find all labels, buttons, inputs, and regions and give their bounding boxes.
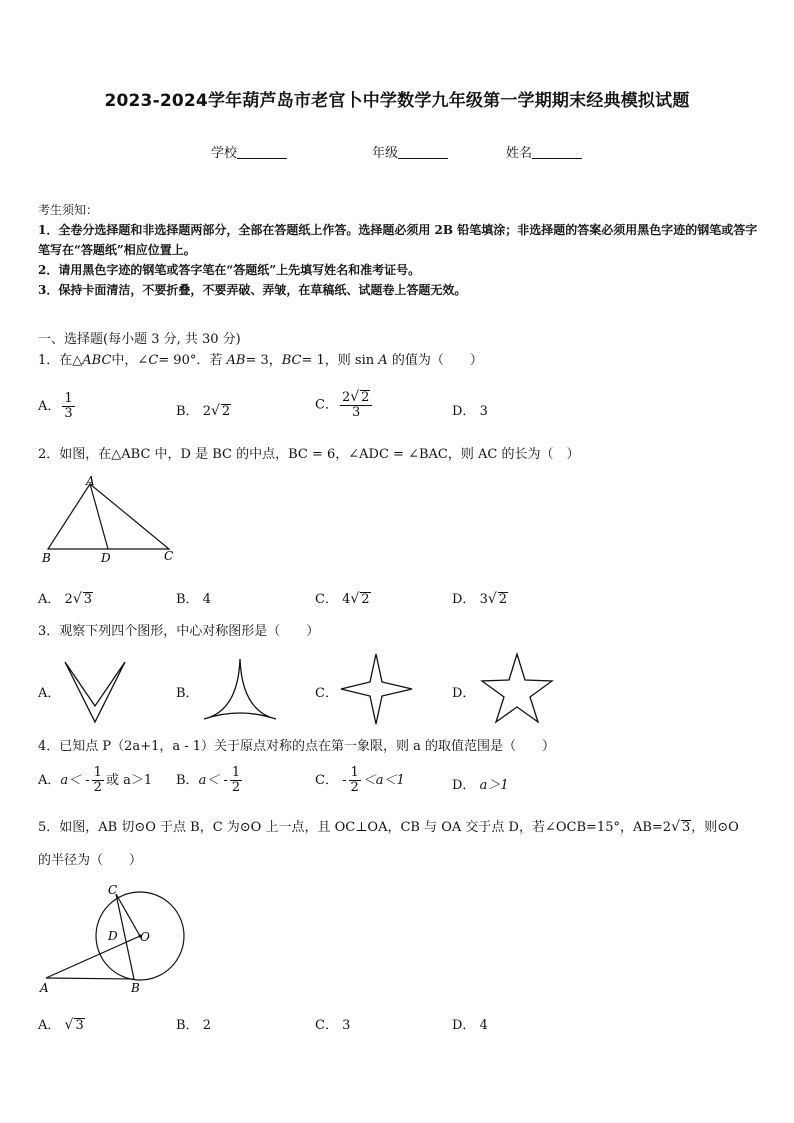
- q5-label-c: C: [108, 883, 118, 897]
- school-label: 学校: [211, 146, 238, 161]
- question-5-stem-line-2: 的半径为（ ）: [38, 853, 143, 868]
- q5-option-b[interactable]: B． 2: [176, 1018, 211, 1033]
- q2-triangle-figure: [36, 474, 186, 566]
- q5-option-d[interactable]: D． 4: [452, 1018, 488, 1033]
- question-2-stem: 2．如图，在△ABC 中，D 是 BC 的中点，BC = 6，∠ADC = ∠BAC，则 AC 的长为（ ）: [38, 447, 580, 462]
- name-label: 姓名: [506, 146, 533, 161]
- grade-blank[interactable]: [398, 146, 448, 159]
- grade-field[interactable]: [372, 142, 448, 161]
- question-1-stem: 1．在△ABC中，∠C= 90°．若 AB= 3，BC= 1，则 sin A 的值为（ ）: [38, 353, 483, 368]
- q3-four-point-star-shape: [340, 652, 414, 726]
- q1-option-b[interactable]: B． 2√ 2: [176, 403, 231, 419]
- q4-option-a[interactable]: A．a＜ - $\frac{1}{2}$ 或 a＞1: [38, 765, 153, 795]
- q2-option-b[interactable]: B． 4: [176, 592, 211, 607]
- q2-label-d: D: [101, 551, 111, 565]
- q5-label-b: B: [131, 981, 140, 995]
- question-4-stem: 4．已知点 P（2a+1，a - 1）关于原点对称的点在第一象限，则 a 的取值范围是（ ）: [38, 739, 556, 754]
- q2-option-c[interactable]: C． 4√ 2: [315, 591, 370, 607]
- notice-item-1: 1．全卷分选择题和非选择题两部分，全部在答题纸上作答。选择题必须用 2B 铅笔填涂；非选择题的答案必须用黑色字迹的钢笔或答字笔写在“答题纸”相应位置上。: [38, 223, 758, 257]
- question-5-stem-line-1: 5．如图，AB 切⊙O 于点 B，C 为⊙O 上一点，且 OC⊥OA，CB 与 OA 交于点 D，若∠OCB=15°，AB=2√ 3，则⊙O: [38, 819, 739, 835]
- school-blank[interactable]: [237, 146, 287, 159]
- q2-option-d[interactable]: D． 3√ 2: [452, 591, 508, 607]
- section-heading: 一、选择题(每小题 3 分, 共 30 分): [38, 332, 241, 347]
- q5-label-a: A: [40, 981, 49, 995]
- q3-five-point-star-shape: [480, 652, 554, 724]
- q3-option-a[interactable]: A．: [38, 686, 61, 701]
- q2-label-a: A: [86, 474, 95, 488]
- q4-option-c[interactable]: C． - $\frac{1}{2}$ ＜a＜1: [315, 765, 405, 795]
- q2-label-c: C: [164, 549, 174, 563]
- q4-option-d[interactable]: D． a＞1: [452, 778, 509, 793]
- q3-chevron-shape: [62, 658, 128, 726]
- q1-option-a[interactable]: A． $\frac{1}{3}$: [38, 391, 73, 421]
- q1-option-d[interactable]: D． 3: [452, 404, 488, 419]
- exam-notice: [38, 200, 758, 300]
- page-title: 2023-2024学年葫芦岛市老官卜中学数学九年级第一学期期末经典模拟试题: [104, 91, 690, 111]
- notice-item-2: 2．请用黑色字迹的钢笔或答字笔在“答题纸”上先填写姓名和准考证号。: [38, 263, 421, 277]
- notice-item-3: 3．保持卡面清洁，不要折叠，不要弄破、弄皱，在草稿纸、试题卷上答题无效。: [38, 283, 467, 297]
- q4-option-b[interactable]: B．a＜ - $\frac{1}{2}$: [176, 765, 241, 795]
- q3-option-b[interactable]: B．: [176, 686, 199, 701]
- q5-label-d: D: [108, 929, 118, 943]
- name-blank[interactable]: [532, 146, 582, 159]
- q5-label-o: O: [140, 930, 150, 944]
- grade-label: 年级: [372, 146, 399, 161]
- question-3-stem: 3．观察下列四个图形，中心对称图形是（ ）: [38, 624, 320, 639]
- name-field[interactable]: [506, 142, 582, 161]
- q5-circle-figure: [36, 880, 196, 1000]
- q2-option-a[interactable]: A． 2√ 3: [38, 591, 93, 607]
- q5-option-c[interactable]: C． 3: [315, 1018, 351, 1033]
- q3-option-d[interactable]: D．: [452, 686, 476, 701]
- q3-option-c[interactable]: C．: [315, 686, 338, 701]
- school-field[interactable]: [211, 142, 287, 161]
- q2-label-b: B: [42, 551, 51, 565]
- q1-option-c[interactable]: C． $\frac{2√ 2}{3}$: [315, 390, 374, 420]
- q5-option-a[interactable]: A． √ 3: [38, 1017, 84, 1033]
- notice-heading: 考生须知：: [38, 203, 99, 217]
- q3-curved-triangle-shape: [202, 655, 278, 723]
